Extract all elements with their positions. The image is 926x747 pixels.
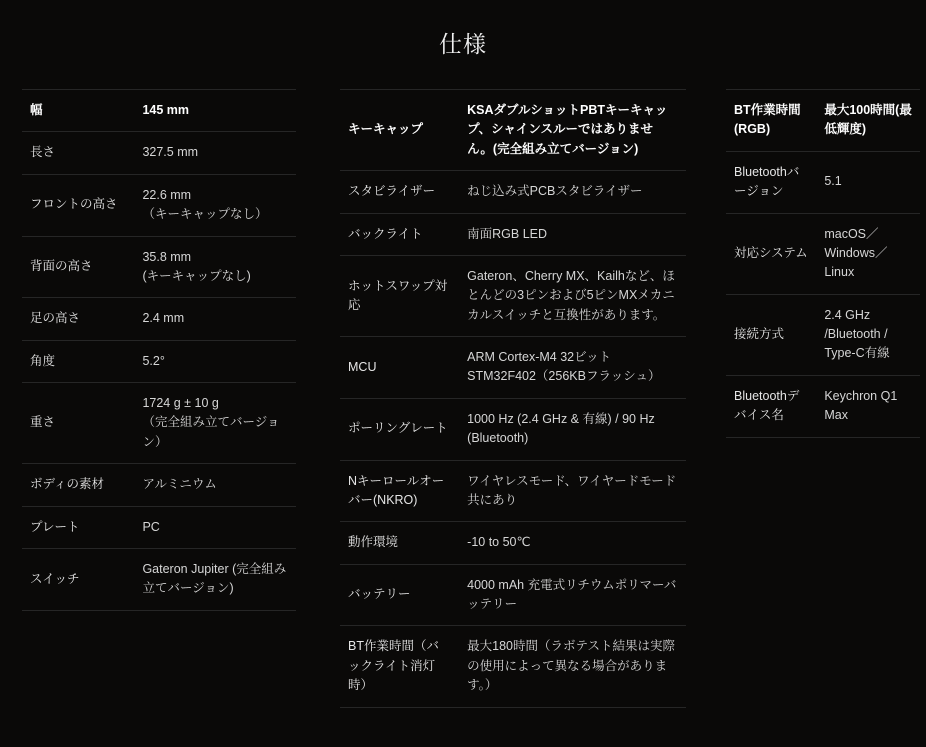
spec-key: スイッチ [30, 571, 80, 586]
spec-key: バッテリー [348, 587, 411, 602]
spec-value: 5.2° [142, 353, 165, 368]
spec-value: Gateron Jupiter (完全組み立てバージョン) [142, 561, 287, 596]
table-row [340, 522, 686, 564]
table-row [22, 298, 296, 340]
spec-column-components [340, 89, 686, 708]
spec-value: 327.5 mm [142, 145, 199, 160]
table-row [22, 174, 296, 236]
spec-key: プレート [30, 519, 80, 534]
table-row [22, 548, 296, 610]
table-row [340, 213, 686, 255]
spec-key: BT作業時間(RGB) [734, 103, 801, 137]
table-row [726, 375, 920, 437]
spec-value: ワイヤレスモード、ワイヤードモード共にあり [467, 473, 677, 507]
spec-value: 1724 g ± 10 g （完全組み立てバージョン） [142, 396, 280, 449]
page-title: 仕様 [439, 31, 487, 57]
spec-value: 4000 mAh 充電式リチウムポリマーバッテリー [467, 577, 677, 611]
table-row [726, 213, 920, 294]
spec-key: フロントの高さ [30, 197, 118, 212]
table-row [22, 340, 296, 382]
spec-value: 22.6 mm （キーキャップなし） [142, 187, 268, 222]
table-row [340, 90, 686, 171]
spec-key: 動作環境 [348, 535, 399, 550]
table-row [340, 626, 686, 707]
table-row [22, 506, 296, 548]
spec-table-components [340, 89, 686, 708]
spec-value: 1000 Hz (2.4 GHz & 有線) / 90 Hz (Bluetooth) [467, 411, 655, 446]
spec-value: PC [142, 519, 160, 534]
spec-key: Bluetoothデバイス名 [734, 388, 800, 423]
spec-key: キーキャップ [348, 122, 424, 137]
spec-key: ホットスワップ対応 [348, 278, 448, 312]
table-row [22, 90, 296, 132]
table-row [340, 398, 686, 460]
table-row [726, 294, 920, 375]
table-row [22, 236, 296, 298]
spec-key: スタビライザー [348, 184, 436, 199]
table-row [340, 564, 686, 626]
spec-value: 145 mm [142, 103, 190, 117]
table-row [22, 383, 296, 464]
spec-table-connectivity [726, 89, 920, 438]
table-row [340, 255, 686, 336]
spec-key: 角度 [30, 353, 56, 368]
spec-column-connectivity [726, 89, 920, 438]
spec-value: ARM Cortex-M4 32ビット STM32F402（256KBフラッシュ） [467, 350, 661, 384]
spec-value: KSAダブルショットPBTキーキャップ、シャインスルーではありません。(完全組み立てバージョン) [467, 103, 668, 156]
spec-key: 接続方式 [734, 327, 785, 341]
spec-value: macOS／Windows／Linux [824, 226, 888, 280]
spec-key: MCU [348, 359, 377, 374]
table-row [726, 90, 920, 152]
table-row [22, 132, 296, 174]
spec-key: 背面の高さ [30, 259, 93, 274]
table-row [340, 460, 686, 522]
spec-table-dimensions [22, 89, 296, 611]
spec-key: バックライト [348, 226, 423, 241]
spec-key: 足の高さ [30, 311, 81, 326]
spec-value: アルミニウム [142, 477, 217, 492]
spec-value: ねじ込み式PCBスタビライザー [467, 184, 643, 199]
spec-key: ボディの素材 [30, 477, 105, 492]
spec-columns [0, 59, 926, 708]
spec-value: 35.8 mm (キーキャップなし) [142, 249, 251, 283]
spec-value: 最大100時間(最低輝度) [824, 103, 912, 137]
spec-value: 2.4 mm [142, 311, 185, 326]
spec-value: 最大180時間（ラボテスト結果は実際の使用によって異なる場合があります。） [467, 639, 676, 693]
table-row [726, 151, 920, 213]
spec-key: BT作業時間（バックライト消灯時） [348, 639, 439, 693]
spec-column-dimensions [22, 89, 296, 611]
spec-key: 長さ [30, 145, 56, 160]
spec-key: 重さ [30, 415, 56, 430]
spec-key: 幅 [30, 103, 43, 117]
spec-value: Keychron Q1 Max [824, 388, 898, 423]
spec-key: 対応システム [734, 245, 808, 260]
table-row [340, 337, 686, 399]
spec-key: Nキーロールオーバー(NKRO) [348, 473, 445, 507]
spec-value: -10 to 50℃ [467, 535, 531, 550]
spec-value: 2.4 GHz /Bluetooth / Type-C有線 [824, 307, 890, 361]
table-row [22, 464, 296, 506]
spec-value: Gateron、Cherry MX、Kailhなど、ほとんどの3ピンおよび5ピンMXメカニカルスイッチと互換性があります。 [467, 268, 675, 322]
spec-value: 5.1 [824, 174, 842, 189]
spec-value: 南面RGB LED [467, 226, 548, 241]
spec-key: ポーリングレート [348, 421, 448, 436]
spec-key: Bluetoothバージョン [734, 164, 800, 199]
table-row [340, 171, 686, 213]
